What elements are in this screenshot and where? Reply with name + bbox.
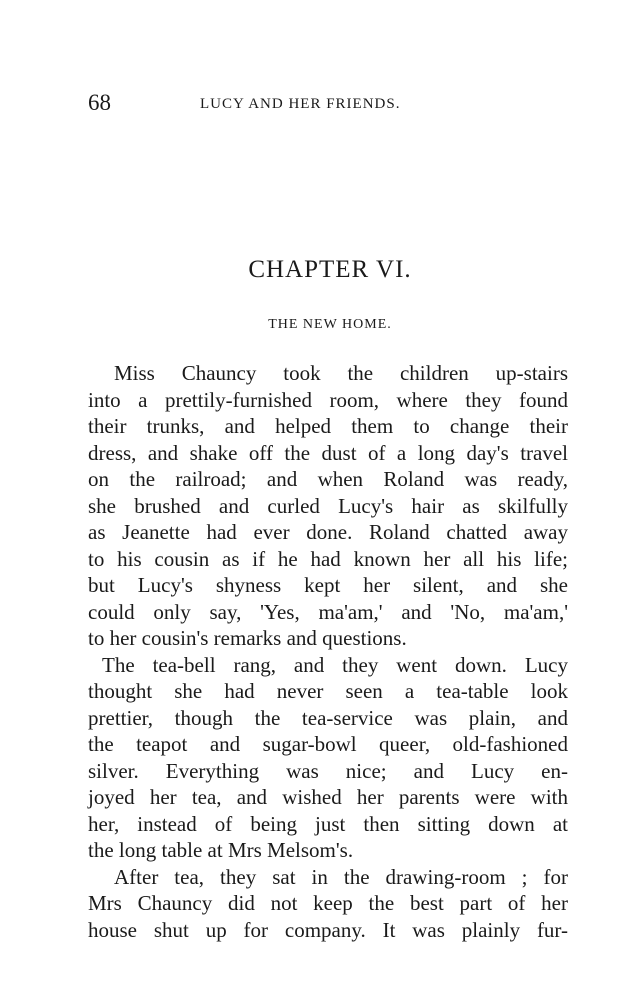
chapter-subtitle: THE NEW HOME. [268,317,392,332]
text-line: Mrs Chauncy did not keep the best part of her [88,891,568,915]
text-line: on the railroad; and when Roland was ready, [88,467,568,491]
body-text [88,360,568,943]
running-head: LUCY AND HER FRIENDS. [200,96,401,112]
text-line: house shut up for company. It was plainly fur- [88,917,568,942]
text-line: the teapot and sugar-bowl queer, old-fashioned [88,732,568,756]
text-line: thought she had never seen a tea-table look [88,679,568,703]
text-line: silver. Everything was nice; and Lucy en- [88,758,568,783]
text-line: joyed her tea, and wished her parents were with [88,785,568,809]
text-line: prettier, though the tea-service was plain, and [88,705,568,730]
text-line: she brushed and curled Lucy's hair as skilfully [88,493,568,518]
text-line: dress, and shake off the dust of a long day's travel [88,440,568,465]
text-line: to her cousin's remarks and questions. [88,626,407,650]
chapter-title: CHAPTER VI. [248,256,412,283]
text-line: could only say, 'Yes, ma'am,' and 'No, ma'am,' [88,599,568,624]
text-line: the long table at Mrs Melsom's. [88,838,354,862]
text-line: After tea, they sat in the drawing-room ; for [114,864,568,889]
text-line: The tea-bell rang, and they went down. Lucy [102,652,568,677]
text-line: as Jeanette had ever done. Roland chatted away [88,520,568,544]
text-line: to his cousin as if he had known her all his life; [88,546,568,571]
text-line: her, instead of being just then sitting down at [88,811,568,836]
text-line: into a prettily-furnished room, where they found [88,387,568,412]
text-line: their trunks, and helped them to change their [88,414,568,438]
text-line: Miss Chauncy took the children up-stairs [114,361,568,385]
text-line: but Lucy's shyness kept her silent, and she [88,573,568,597]
page-number: 68 [88,90,111,115]
page-header [88,88,558,118]
